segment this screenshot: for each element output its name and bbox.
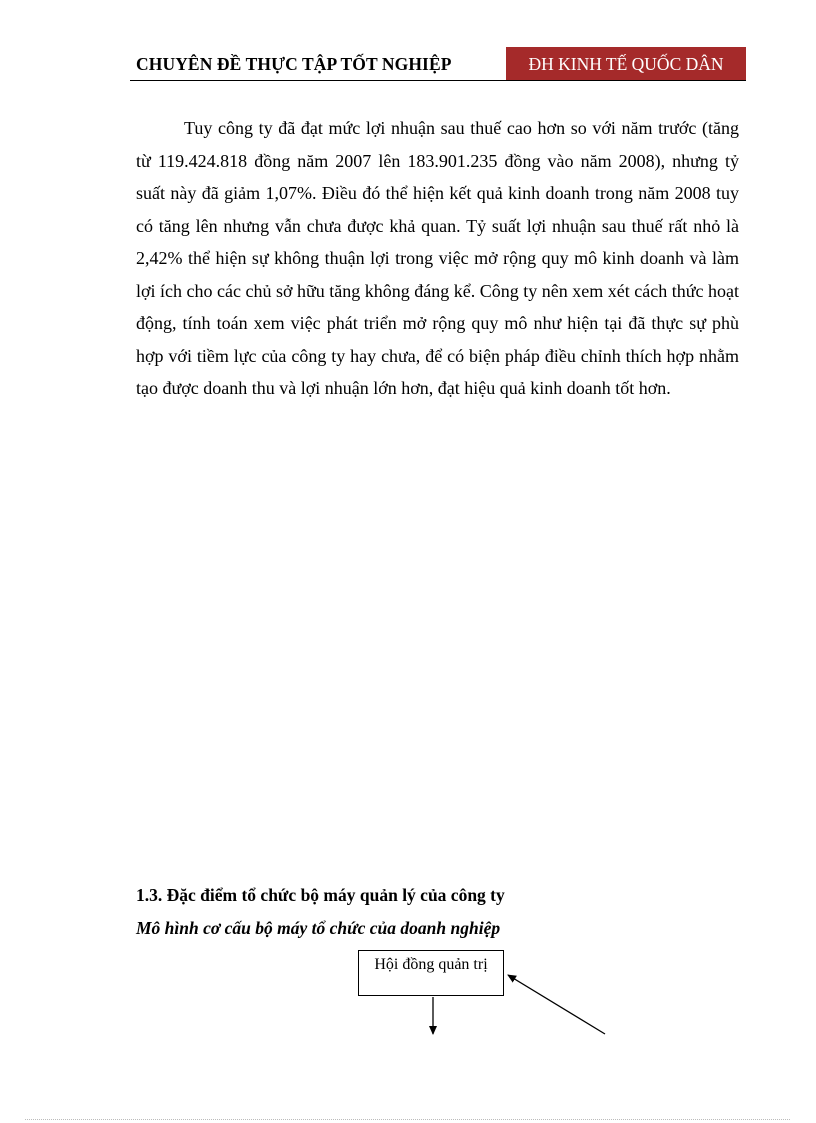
header-title: CHUYÊN ĐỀ THỰC TẬP TỐT NGHIỆP [136,54,452,74]
section-subheading: Mô hình cơ cấu bộ máy tổ chức của doanh nghiệp [136,918,501,938]
header-institution-badge: ĐH KINH TẾ QUỐC DÂN [506,47,746,80]
section-heading: 1.3. Đặc điểm tổ chức bộ máy quản lý của công ty [136,885,505,905]
footer-divider [25,1119,790,1120]
body-paragraph: Tuy công ty đã đạt mức lợi nhuận sau thuế cao hơn so với năm trước (tăng từ 119.424.818 đồng năm 2007 lên 183.901.235 đồng vào năm 2008), nhưng tỷ suất này đã giảm 1,07%. Điều đó thể hiện kết quả kinh doanh trong năm 2008 tuy có tăng lên nhưng vẫn chưa được khả quan. Tỷ suất lợi nhuận sau thuế rất nhỏ là 2,42% thể hiện sự không thuận lợi trong việc mở rộng quy mô kinh doanh và làm lợi ích cho các chủ sở hữu tăng không đáng kể. Công ty nên xem xét cách thức hoạt động, tính toán xem việc phát triển mở rộng quy mô như hiện tại đã thực sự phù hợp với tiềm lực của công ty hay chưa, để có biện pháp điều chỉnh thích hợp nhằm tạo được doanh thu và lợi nhuận lớn hơn, đạt hiệu quả kinh doanh tốt hơn. [136,118,739,398]
org-chart-box-label: Hội đồng quản trị [374,956,488,973]
org-chart-arrow-diagonal [508,975,605,1034]
